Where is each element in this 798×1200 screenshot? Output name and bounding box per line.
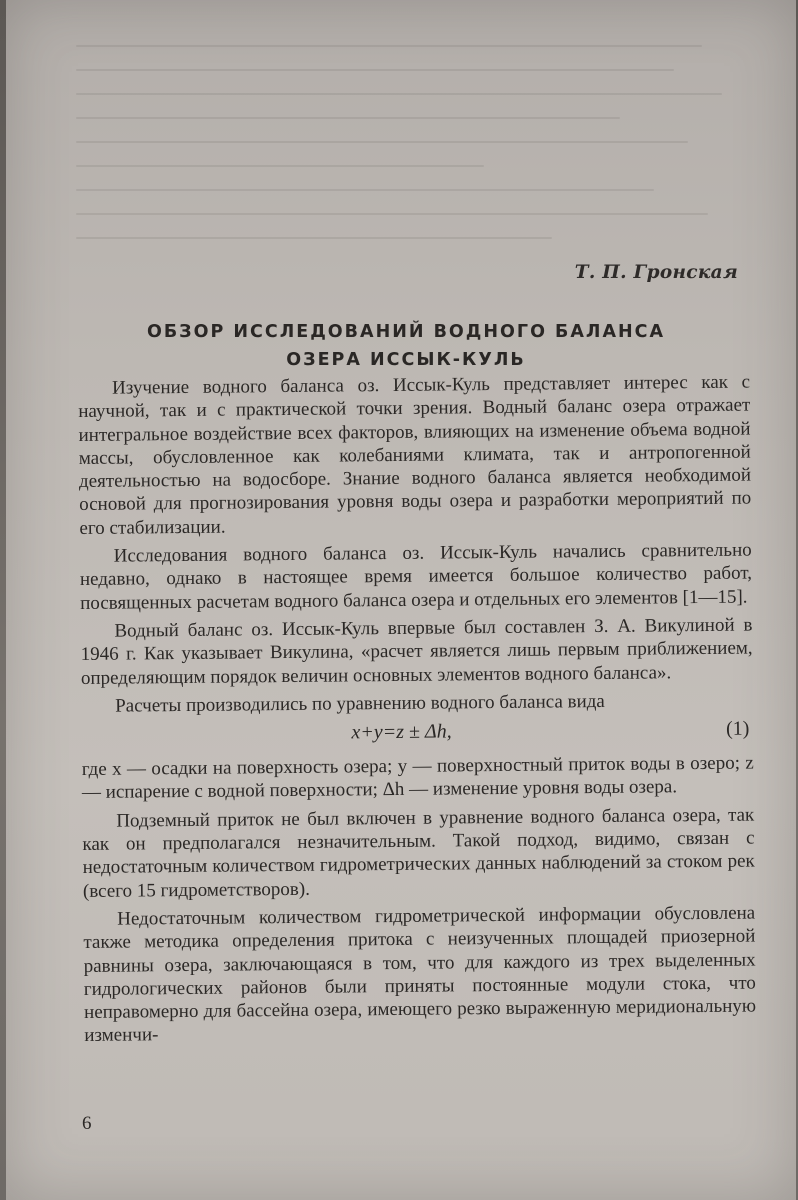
equation: x+y=z ± Δh, <box>351 720 452 744</box>
author-name: Т. П. Гронская <box>574 262 738 283</box>
book-page <box>6 0 796 1200</box>
equation-row <box>81 717 753 753</box>
title-line-1: ОБЗОР ИССЛЕДОВАНИЙ ВОДНОГО БАЛАНСА <box>146 322 666 342</box>
paragraph: Недостаточным количеством гидрометрической информации обусловлена также методика определения притока с неизученных площадей приозерной равнины озера, заключающаяся в том, что для каждого из трех выделенных гидрологических районов были приняты постоянные модули стока, что неправомерно для бассейна озера, имеющего резко выраженную меридиональную изменчи- <box>83 902 757 1047</box>
paragraph: Изучение водного баланса оз. Иссык-Куль представляет интерес как с научной, так и с практической точки зрения. Водный баланс озера отражает интегральное воздействие всех факторов, влияющих на изменение объема водной массы, обусловленное как колебаниями климата, так и антропогенной деятельностью на водосборе. Знание водного баланса является необходимой основой для прогнозирования уровня воды озера и разработки мероприятий по его стабилизации. <box>78 371 752 539</box>
article-title <box>66 318 746 374</box>
title-line-2: ОЗЕРА ИССЫК-КУЛЬ <box>286 350 526 370</box>
paragraph: Подземный приток не был включен в уравнение водного баланса озера, так как он предполагался незначительным. Такой подход, видимо, связан с недостаточным количеством гидрометрических данных наблюдений за стоком рек (всего 15 гидрометстворов). <box>82 804 755 902</box>
page-number: 6 <box>82 1113 92 1134</box>
article-body <box>78 371 756 1053</box>
paragraph: Исследования водного баланса оз. Иссык-Куль начались сравнительно недавно, однако в настоящее время имеется большое количество работ, посвященных расчетам водного баланса озера и отдельных его элементов [1—15]. <box>79 539 753 614</box>
equation-number: (1) <box>725 717 750 740</box>
paragraph: где x — осадки на поверхность озера; y — поверхностный приток воды в озеро; z — испарение с водной поверхности; Δh — изменение уровня воды озера. <box>81 752 754 804</box>
paragraph: Расчеты производились по уравнению водного баланса вида <box>115 690 605 717</box>
paragraph: Водный баланс оз. Иссык-Куль впервые был составлен З. А. Викулиной в 1946 г. Как указывает Викулина, «расчет является лишь первым приближением, определяющим порядок величин основных элементов водного баланса». <box>80 614 753 689</box>
